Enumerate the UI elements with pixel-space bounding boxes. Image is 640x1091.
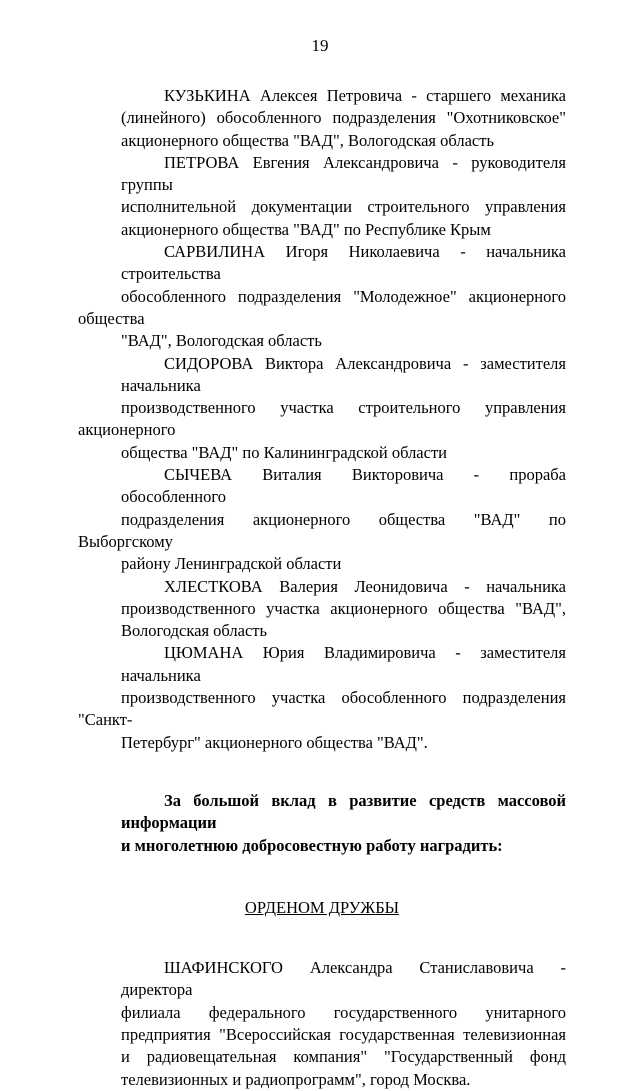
text-line: общества "ВАД" по Калининградской области bbox=[121, 442, 447, 462]
text-line: КУЗЬКИНА Алексея Петровича - старшего механика bbox=[164, 86, 566, 105]
text-line: "ВАД", Вологодская область bbox=[121, 331, 322, 351]
recipient-entry bbox=[78, 241, 566, 352]
text-line: ПЕТРОВА Евгения Александровича - руководителя группы bbox=[121, 152, 566, 195]
text-line: району Ленинградской области bbox=[121, 554, 342, 574]
text-line: САРВИЛИНА Игоря Николаевича - начальника строительства bbox=[121, 242, 566, 284]
text-line: исполнительной документации строительного управления bbox=[121, 197, 566, 217]
recipient-entry bbox=[78, 353, 566, 464]
text-line: ХЛЕСТКОВА Валерия Леонидовича - начальника bbox=[164, 576, 566, 596]
text-line: (линейного) обособленного подразделения "Охотниковское" bbox=[121, 108, 566, 128]
text-line: и многолетнюю добросовестную работу наградить: bbox=[121, 835, 503, 855]
text-line: ШАФИНСКОГО Александра Станиславовича - директора bbox=[121, 958, 566, 1000]
page-number: 19 bbox=[311, 36, 329, 55]
text-line: СЫЧЕВА Виталия Викторовича - прораба обособленного bbox=[121, 465, 566, 507]
text-line: телевизионных и радиопрограмм", город Москва. bbox=[121, 1069, 471, 1089]
recipient-entry bbox=[78, 85, 566, 152]
recipient-entry bbox=[78, 576, 566, 643]
text-line: акционерного общества "ВАД", Вологодская область bbox=[121, 130, 494, 150]
recipient-entry bbox=[78, 152, 566, 241]
recipient-entry bbox=[78, 957, 566, 1091]
text-line: обособленного подразделения "Молодежное" акционерного общества bbox=[78, 286, 566, 328]
text-line: подразделения акционерного общества "ВАД" по Выборгскому bbox=[78, 509, 566, 551]
document-body bbox=[78, 85, 566, 1091]
text-line: Петербург" акционерного общества "ВАД". bbox=[121, 732, 428, 752]
text-line: ЦЮМАНА Юрия Владимировича - заместителя начальника bbox=[121, 643, 566, 685]
text-line: и радиовещательная компания" "Государственный фонд bbox=[121, 1047, 566, 1067]
recipient-entry bbox=[78, 464, 566, 575]
award-intro bbox=[78, 790, 566, 857]
text-line: производственного участка акционерного общества "ВАД", bbox=[121, 598, 566, 618]
text-line: СИДОРОВА Виктора Александровича - заместителя начальника bbox=[121, 353, 566, 395]
recipient-entry bbox=[78, 642, 566, 753]
text-line: производственного участка строительного управления акционерного bbox=[78, 398, 566, 440]
text-line: производственного участка обособленного подразделения "Санкт- bbox=[78, 688, 566, 730]
text-line: За большой вклад в развитие средств массовой информации bbox=[121, 790, 566, 833]
award-title: ОРДЕНОМ ДРУЖБЫ bbox=[244, 897, 400, 917]
text-line: Вологодская область bbox=[121, 621, 268, 641]
text-line: предприятия "Всероссийская государственная телевизионная bbox=[121, 1024, 566, 1044]
text-line: акционерного общества "ВАД" по Республике Крым bbox=[121, 219, 491, 239]
text-line: филиала федерального государственного унитарного bbox=[121, 1002, 566, 1022]
